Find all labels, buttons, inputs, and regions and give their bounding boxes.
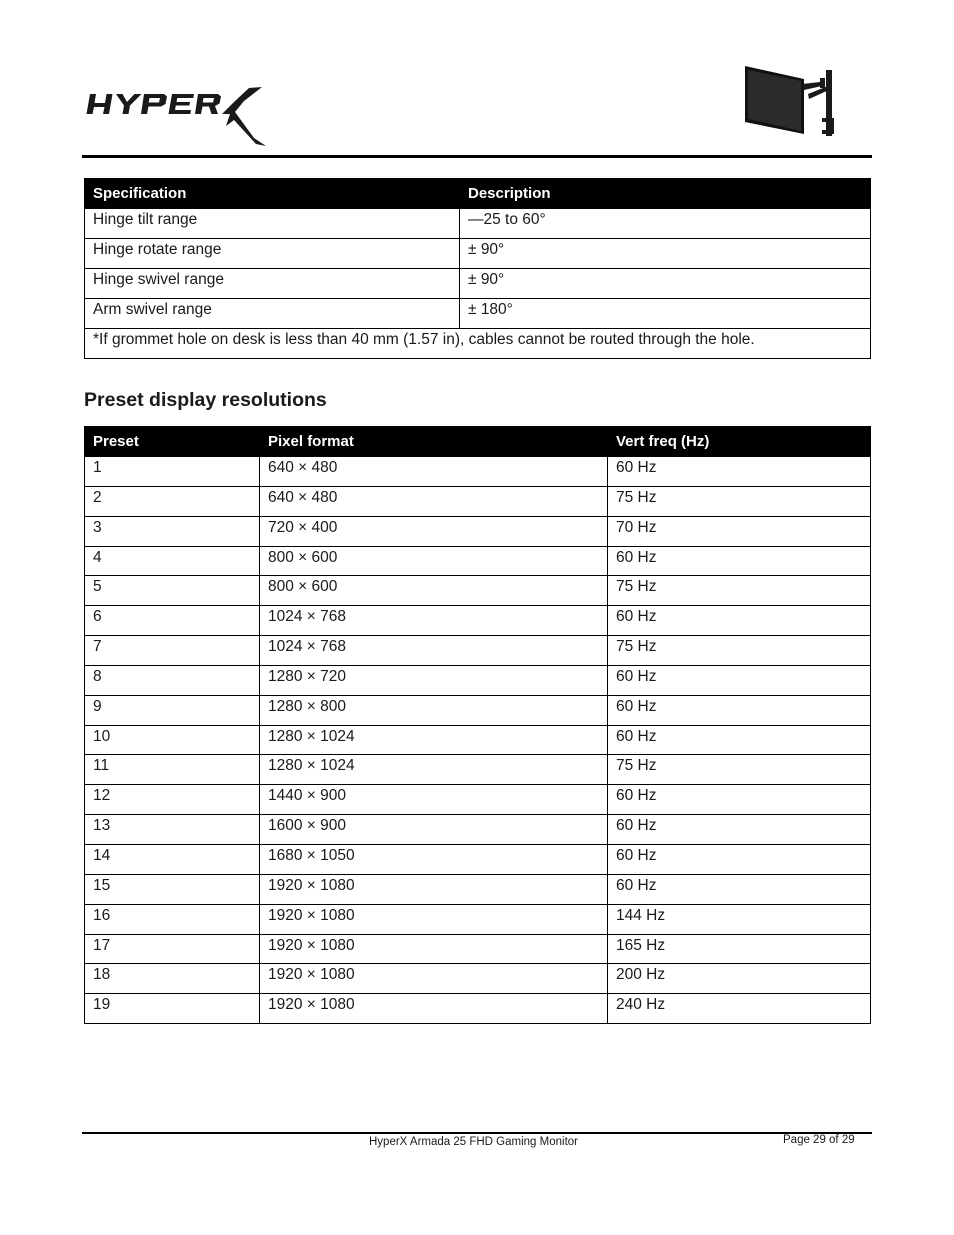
footer-page-number: Page 29 of 29 (783, 1134, 855, 1146)
preset-number: 15 (85, 874, 260, 904)
vert-freq: 60 Hz (608, 874, 871, 904)
vert-freq: 75 Hz (608, 576, 871, 606)
spec-name: Hinge rotate range (85, 239, 460, 269)
table-row (85, 725, 871, 755)
preset-number: 8 (85, 665, 260, 695)
table-row (85, 457, 871, 487)
footer-doc-title: HyperX Armada 25 FHD Gaming Monitor (369, 1136, 578, 1148)
pixel-format: 640 × 480 (260, 486, 608, 516)
pixel-format: 1280 × 800 (260, 695, 608, 725)
preset-number: 14 (85, 844, 260, 874)
spec-value: —25 to 60° (460, 209, 871, 239)
footer-rule (82, 1132, 872, 1134)
spec-footnote: *If grommet hole on desk is less than 40 mm (1.57 in), cables cannot be routed through the hole. (85, 329, 871, 359)
preset-number: 18 (85, 964, 260, 994)
spec-table-header-row (85, 179, 871, 209)
vert-freq: 60 Hz (608, 695, 871, 725)
preset-number: 16 (85, 904, 260, 934)
section-title: Preset display resolutions (84, 389, 327, 411)
vert-freq: 75 Hz (608, 486, 871, 516)
vert-freq: 200 Hz (608, 964, 871, 994)
table-row (85, 636, 871, 666)
table-row (85, 299, 871, 329)
preset-number: 2 (85, 486, 260, 516)
resolutions-body (85, 457, 871, 1024)
preset-number: 13 (85, 815, 260, 845)
vert-freq: 60 Hz (608, 457, 871, 487)
preset-number: 17 (85, 934, 260, 964)
resolutions-header-row (85, 427, 871, 457)
pixel-format: 800 × 600 (260, 576, 608, 606)
vert-freq: 144 Hz (608, 904, 871, 934)
vert-freq: 60 Hz (608, 725, 871, 755)
pixel-format: 1920 × 1080 (260, 994, 608, 1024)
table-row (85, 934, 871, 964)
table-row (85, 665, 871, 695)
spec-header-description: Description (460, 179, 871, 209)
preset-number: 12 (85, 785, 260, 815)
vert-freq: 60 Hz (608, 785, 871, 815)
table-row (85, 964, 871, 994)
preset-number: 9 (85, 695, 260, 725)
preset-number: 7 (85, 636, 260, 666)
vert-freq: 75 Hz (608, 636, 871, 666)
table-row (85, 606, 871, 636)
table-footnote-row (85, 329, 871, 359)
header-rule (82, 155, 872, 158)
pixel-format: 1920 × 1080 (260, 964, 608, 994)
preset-number: 3 (85, 516, 260, 546)
table-row (85, 516, 871, 546)
pixel-format: 1920 × 1080 (260, 874, 608, 904)
pixel-format: 1600 × 900 (260, 815, 608, 845)
preset-number: 4 (85, 546, 260, 576)
preset-number: 5 (85, 576, 260, 606)
pixel-format: 1920 × 1080 (260, 904, 608, 934)
preset-number: 1 (85, 457, 260, 487)
spec-value: ± 90° (460, 239, 871, 269)
table-row (85, 874, 871, 904)
preset-number: 19 (85, 994, 260, 1024)
pixel-format: 1920 × 1080 (260, 934, 608, 964)
table-row (85, 785, 871, 815)
spec-table (84, 178, 871, 359)
table-row (85, 695, 871, 725)
spec-name: Arm swivel range (85, 299, 460, 329)
vert-freq: 75 Hz (608, 755, 871, 785)
table-row (85, 239, 871, 269)
vert-freq: 60 Hz (608, 844, 871, 874)
preset-number: 10 (85, 725, 260, 755)
pixel-format: 1440 × 900 (260, 785, 608, 815)
res-header-vert-freq: Vert freq (Hz) (608, 427, 871, 457)
vert-freq: 70 Hz (608, 516, 871, 546)
vert-freq: 240 Hz (608, 994, 871, 1024)
vert-freq: 60 Hz (608, 546, 871, 576)
spec-value: ± 180° (460, 299, 871, 329)
res-header-preset: Preset (85, 427, 260, 457)
pixel-format: 1680 × 1050 (260, 844, 608, 874)
table-row (85, 815, 871, 845)
pixel-format: 640 × 480 (260, 457, 608, 487)
resolutions-table (84, 426, 871, 1024)
table-row (85, 269, 871, 299)
vert-freq: 60 Hz (608, 815, 871, 845)
spec-name: Hinge tilt range (85, 209, 460, 239)
preset-number: 11 (85, 755, 260, 785)
pixel-format: 720 × 400 (260, 516, 608, 546)
table-row (85, 994, 871, 1024)
monitor-arm-image (742, 64, 842, 140)
pixel-format: 1280 × 1024 (260, 725, 608, 755)
table-row (85, 546, 871, 576)
pixel-format: 1280 × 1024 (260, 755, 608, 785)
table-row (85, 844, 871, 874)
vert-freq: 60 Hz (608, 606, 871, 636)
table-row (85, 486, 871, 516)
vert-freq: 60 Hz (608, 665, 871, 695)
hyperx-logo (84, 86, 270, 148)
spec-value: ± 90° (460, 269, 871, 299)
pixel-format: 1024 × 768 (260, 636, 608, 666)
vert-freq: 165 Hz (608, 934, 871, 964)
spec-header-specification: Specification (85, 179, 460, 209)
preset-number: 6 (85, 606, 260, 636)
spec-name: Hinge swivel range (85, 269, 460, 299)
pixel-format: 1280 × 720 (260, 665, 608, 695)
res-header-pixel-format: Pixel format (260, 427, 608, 457)
pixel-format: 800 × 600 (260, 546, 608, 576)
table-row (85, 209, 871, 239)
pixel-format: 1024 × 768 (260, 606, 608, 636)
table-row (85, 904, 871, 934)
table-row (85, 576, 871, 606)
table-row (85, 755, 871, 785)
